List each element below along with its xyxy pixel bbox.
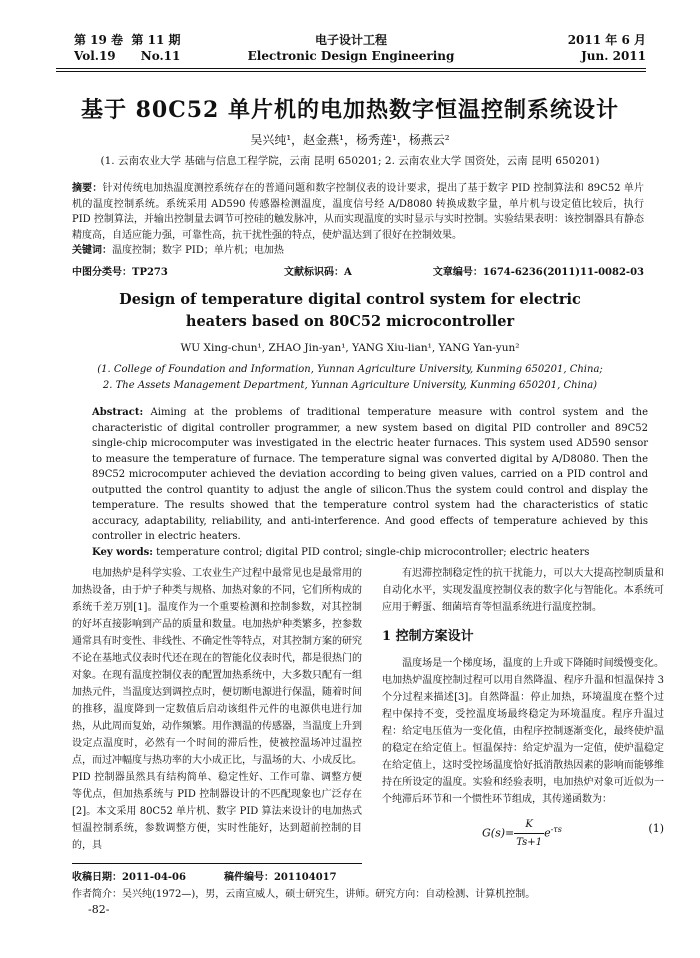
title-english	[40, 289, 660, 333]
keywords-cn: 温度控制；数字 PID；单片机；电加热	[112, 245, 284, 256]
issue-cn: 第 11 期	[131, 33, 181, 47]
title-chinese: 基于 80C52 单片机的电加热数字恒温控制系统设计	[80, 97, 620, 123]
clc-number: 中图分类号：TP273	[72, 267, 168, 278]
manuscript-number: 稿件编号：201104017	[223, 872, 337, 883]
authors-chinese: 吴兴纯¹，赵金燕¹，杨秀莲¹，杨燕云²	[250, 133, 450, 147]
keywords-label-en: Key words:	[92, 546, 153, 558]
keywords-en: temperature control; digital PID control; single-chip microcontroller; electric heaters	[153, 546, 590, 558]
formula-exponent: -τs	[550, 824, 562, 834]
intro-paragraph: 电加热炉是科学实验、工农业生产过程中最常见也是最常用的加热设备，由于炉子种类与规格、加热对象的不同，它们所构成的系统千差万别[1]。温度作为一个重要检测和控制参数，对其控制的好坏直接影响到产品的质量和数量。电加热炉种类繁多，控参数通常具有时变性、非线性、不确定性等特点，对其控制方案的研究不论在基地式仪表时代还在现在的智能化仪表时代，都是很热门的对象。在现有温度控制仪表的配置加热系统中，大多数只配有一组加热元件，当温度达到调控点时，便切断电源进行保温，随着时间的推移，温度降到一定数值后启动该组件元件的电源供电进行加热，从此周而复始，动作频繁。用作测温的传感器，当温度上升到设定点温度时，必然有一个时间的滞后性，使被控温场冲过温控点，而过冲幅度与热功率的大小成正比，与温场的大、小成反比。PID 控制器虽然具有结构简单、稳定性好、工作可靠、调整方便等优点，但加热系统与 PID 控制器设计的不匹配现象也广泛存在[2]。本文采用 80C52 单片机、数字 PID 算法来设计的电加热式恒温控制系统，参数调整方便，实时性能好，达到超前控制的目的，具	[72, 568, 362, 851]
abstract-text-en: Aiming at the problems of traditional temperature measure with control system and the characteristic of digital controller programmer, a new system based on digital PID controller and 89C52 single-chip microcomputer was investigated in the electric heater furnaces. This system used AD590 sensor to measure the temperature of furnace. The temperature signal was converted digital by A/D8080. Then the 89C52 microcomputer achieved the deviation according to being given values, carried on a PID control and outputted the control quantity to adjust the angle of silicon.Thus the system could control and display the temperature. The results showed that the temperature control system had the characteristics of static accuracy, adaptability, reliability, and anti-interference. And good effects of temperature achieved by this controller in electric heaters.	[92, 407, 648, 542]
affiliation-english-line2: 2. The Assets Management Department, Yunnan Agriculture University, Kunming 650201, China)	[102, 380, 598, 391]
formula-lhs: G(s)=	[482, 826, 515, 840]
formula-exp-base: e	[544, 826, 551, 840]
footnote-rule	[72, 863, 362, 864]
document-code: 文献标识码：A	[284, 267, 352, 278]
date-en: Jun. 2011	[581, 49, 646, 63]
title-english-line2: heaters based on 80C52 microcontroller	[185, 313, 515, 330]
article-number: 文章编号：1674-6236(2011)11-0082-03	[432, 267, 644, 278]
abstract-chinese	[72, 181, 644, 259]
author-biography: 作者简介：吴兴纯(1972—)，男，云南宣威人，硕士研究生，讲师。研究方向：自动检测、计算机控制。	[72, 889, 536, 900]
body-column-left	[72, 565, 362, 854]
page-number: -82-	[88, 903, 110, 916]
intro-paragraph-continued: 有迟滞控制稳定性的抗干扰能力，可以大大提高控制质量和自动化水平，实现发温度控制仪表的数字化与智能化。本系统可应用于孵蛋、细菌培育等恒温系统进行温度控制。	[382, 568, 664, 613]
header-rule-thin	[56, 71, 646, 72]
journal-en: Electronic Design Engineering	[247, 49, 455, 63]
received-date: 收稿日期：2011-04-06	[72, 872, 186, 883]
title-english-line1: Design of temperature digital control system for electric	[119, 291, 581, 308]
journal-name	[56, 32, 646, 64]
affiliation-english-line1: (1. College of Foundation and Information, Yunnan Agriculture University, Kunming 650201, China;	[97, 364, 603, 375]
section-heading-1: 1 控制方案设计	[382, 629, 474, 644]
classification-row	[72, 263, 644, 278]
affiliation-chinese: (1. 云南农业大学 基础与信息工程学院，云南 昆明 650201; 2. 云南农业大学 国资处，云南 昆明 650201)	[100, 155, 600, 167]
authors-english: WU Xing-chun¹, ZHAO Jin-yan¹, YANG Xiu-lian¹, YANG Yan-yun²	[180, 342, 520, 354]
issue-date	[568, 32, 646, 64]
equation-number: (1)	[648, 822, 664, 835]
abstract-label-cn: 摘要：	[72, 183, 103, 194]
header-rule-thick	[56, 68, 646, 69]
abstract-label-en: Abstract:	[92, 407, 144, 418]
keywords-label-cn: 关键词：	[72, 245, 112, 256]
formula-numerator: K	[514, 816, 544, 834]
abstract-english	[92, 405, 648, 560]
volume-en: Vol.19	[74, 49, 116, 63]
footnote-dates	[72, 868, 375, 883]
transfer-function	[482, 816, 562, 851]
date-cn: 2011 年 6 月	[567, 33, 646, 47]
section1-paragraph: 温度场是一个梯度场，温度的上升或下降随时间缓慢变化。电加热炉温度控制过程可以用自然降温、程序升温和恒温保持 3 个分过程来描述[3]。自然降温：停止加热，环境温度在整个过程中保持不变，受控温度场最终稳定为环境温度。程序升温过程：给定电压值为一变化值，由程序控制逐渐变化，最终使炉温的稳定在给定值上。恒温保持：给定炉温为一定值，使炉温稳定在给定值上，这时受控场温度恰好抵消散热因素的影响而能够维持在所设定的温度。实验和经验表明，电加热炉对象可近似为一个纯滞后环节和一个惯性环节组成，其传递函数为：	[382, 658, 664, 805]
issue-en: No.11	[140, 49, 181, 63]
running-header	[56, 28, 646, 70]
body-column-right	[382, 565, 664, 848]
formula-denominator: Ts+1	[516, 837, 543, 848]
volume-cn: 第 19 卷	[74, 33, 124, 47]
equation-1	[382, 814, 664, 848]
formula-fraction	[514, 816, 544, 851]
abstract-text-cn: 针对传统电加热温度测控系统存在的普通问题和数字控制仪表的设计要求，提出了基于数字 PID 控制算法和 89C52 单片机的温度控制系统。系统采用 AD590 传感器检测温度，温度信号经 A/D8080 转换成数字量，单片机与设定值比较后，执行 PID 控制算法，并输出控制量去调节可控硅的触发脉冲，从而实现温度的实时显示与实时控制。实验结果表明：该控制器具有静态精度高，自适应能力强，可靠性高，抗干扰性强的特点，使炉温达到了很好在控制效果。	[72, 183, 645, 241]
affiliation-english	[40, 362, 660, 394]
journal-cn: 电子设计工程	[314, 33, 387, 47]
